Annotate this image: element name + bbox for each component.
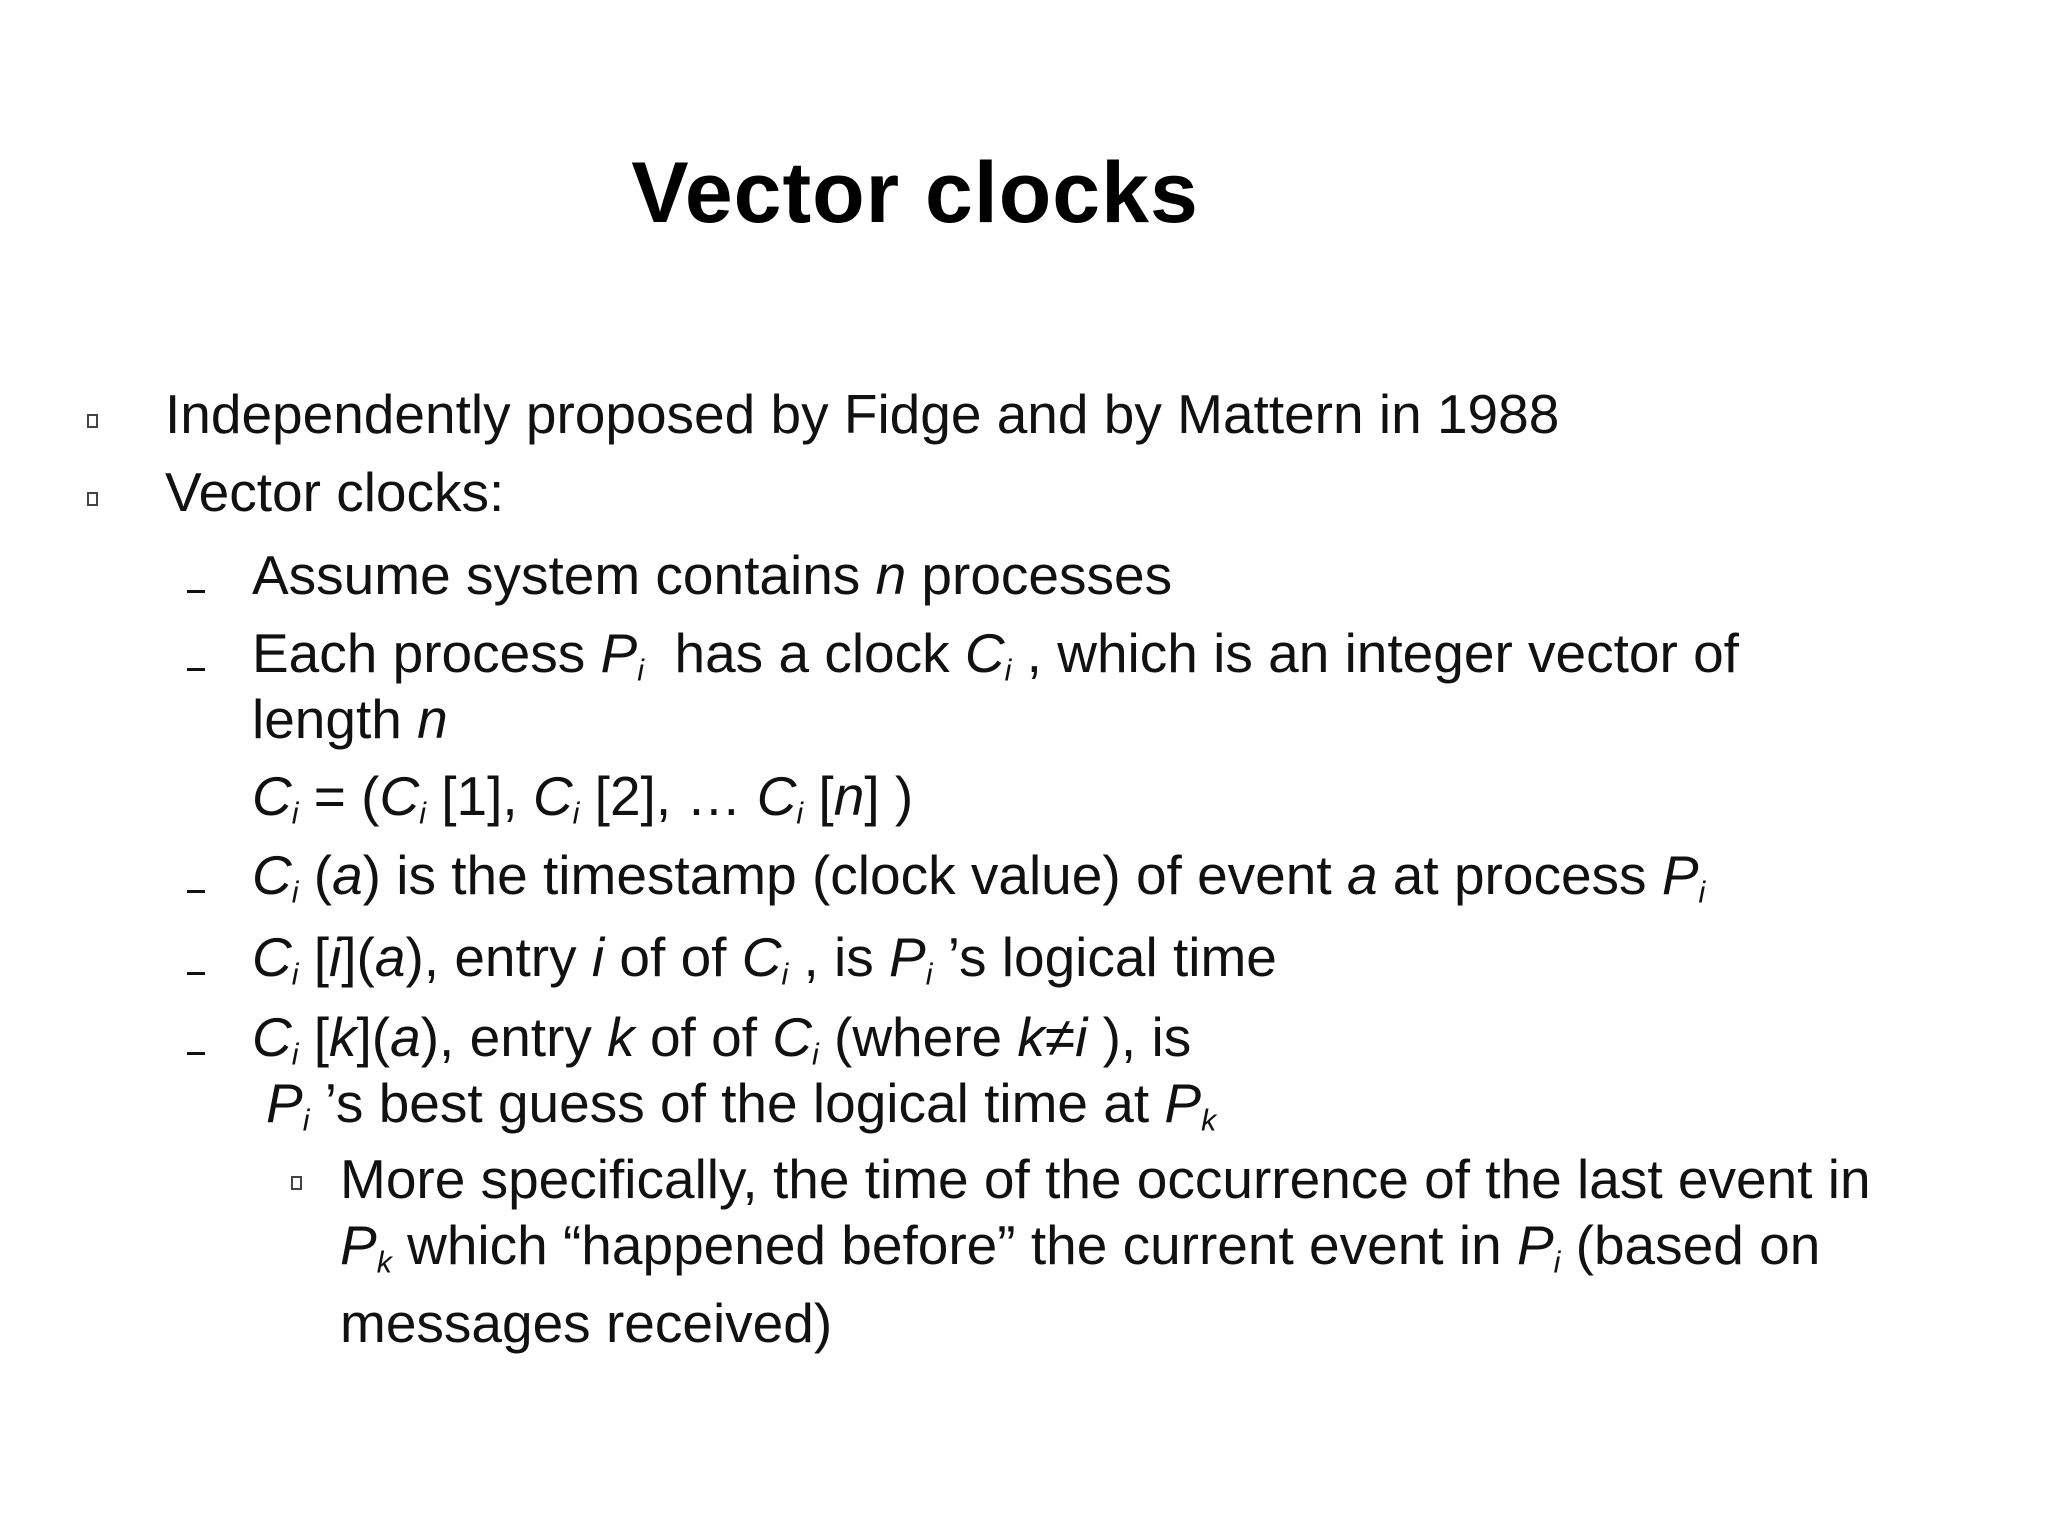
subscript: i	[291, 876, 299, 910]
bullet-square-icon	[87, 492, 98, 506]
subscript: i	[1698, 876, 1706, 910]
variable-P: P	[600, 622, 638, 684]
subscript: i	[1553, 1246, 1561, 1280]
variable-P: P	[1661, 844, 1699, 906]
sub-item-entry-k	[252, 1006, 1192, 1072]
subscript: i	[291, 1038, 299, 1072]
variable-k: k	[607, 1006, 635, 1068]
text-fragment: length	[252, 688, 418, 750]
variable-a: a	[374, 926, 406, 988]
text-fragment: [	[298, 926, 330, 988]
sub-item-assume	[252, 544, 1172, 607]
variable-C: C	[772, 1006, 812, 1068]
text-fragment: of of	[604, 926, 742, 988]
variable-C: C	[252, 844, 292, 906]
text-fragment: ), is	[1087, 1006, 1192, 1068]
text-fragment: [	[298, 1006, 330, 1068]
text-fragment: of of	[634, 1006, 773, 1068]
subscript: i	[781, 958, 789, 992]
text-fragment: Each process	[252, 622, 601, 684]
subscript: i	[796, 797, 804, 831]
variable-n: n	[417, 688, 448, 750]
variable-P: P	[1516, 1214, 1554, 1276]
text-fragment: [1],	[425, 765, 533, 827]
subscript: i	[419, 797, 426, 831]
bullet-vector-clocks: Vector clocks:	[165, 461, 505, 523]
text-fragment: ’s logical time	[932, 926, 1277, 988]
variable-C: C	[756, 765, 797, 827]
bullet-square-icon	[291, 1176, 302, 1190]
condition-k-not-i: k≠i	[1017, 1006, 1088, 1068]
variable-P: P	[889, 926, 926, 988]
text-fragment: , which is an integer vector of	[1011, 622, 1739, 684]
variable-i: i	[329, 926, 342, 988]
variable-P: P	[340, 1214, 377, 1276]
vector-definition	[252, 765, 914, 831]
bullet-fidge-mattern: Independently proposed by Fidge and by Mattern in 1988	[165, 383, 1560, 445]
variable-i: i	[591, 926, 605, 988]
variable-a: a	[390, 1006, 421, 1068]
text-fragment: [2], …	[579, 765, 757, 827]
variable-C: C	[252, 926, 292, 988]
variable-k: k	[329, 1006, 357, 1068]
text-fragment: ](	[341, 926, 375, 988]
subscript: i	[291, 958, 299, 992]
subscript: k	[376, 1246, 392, 1280]
text-fragment: has a clock	[643, 622, 965, 684]
text-fragment: (where	[818, 1006, 1018, 1068]
subscript: i	[637, 654, 644, 688]
slide-title: Vector clocks	[631, 145, 1199, 241]
text-fragment: ] )	[864, 765, 914, 827]
subscript: k	[1201, 1104, 1217, 1138]
variable-C: C	[964, 622, 1005, 684]
text-fragment: ), entry	[420, 1006, 608, 1068]
text-fragment: ](	[356, 1006, 391, 1068]
text-fragment: ) is the timestamp (clock value) of event	[362, 844, 1347, 906]
bullet-square-icon	[87, 414, 98, 428]
dash-bullet-icon	[187, 668, 205, 671]
dash-bullet-icon	[187, 890, 205, 893]
text-fragment: Assume system contains	[252, 544, 876, 606]
variable-P: P	[1164, 1072, 1202, 1134]
variable-C: C	[252, 1006, 292, 1068]
text-fragment: (	[298, 844, 333, 906]
text-fragment: ), entry	[405, 926, 592, 988]
variable-C: C	[532, 765, 573, 827]
sub-sub-item-line3: messages received)	[340, 1292, 833, 1354]
subscript: i	[1004, 654, 1012, 688]
subscript: i	[572, 797, 580, 831]
text-fragment: ’s best guess of the logical time at	[309, 1072, 1165, 1134]
subscript: i	[291, 797, 299, 831]
sub-item-entry-i	[252, 926, 1277, 992]
text-fragment: , is	[788, 926, 890, 988]
variable-n: n	[833, 765, 865, 827]
sub-item-timestamp	[252, 844, 1706, 910]
sub-sub-item-more-specifically: More specifically, the time of the occurrence of the last event in	[340, 1148, 1871, 1210]
dash-bullet-icon	[187, 590, 205, 593]
subscript: i	[302, 1104, 310, 1138]
dash-bullet-icon	[187, 972, 205, 975]
variable-C: C	[379, 765, 420, 827]
text-fragment: = (	[298, 765, 380, 827]
variable-a: a	[1346, 844, 1378, 906]
text-fragment: processes	[906, 544, 1173, 606]
variable-a: a	[332, 844, 363, 906]
variable-C: C	[741, 926, 782, 988]
sub-item-entry-k-line2	[266, 1072, 1217, 1138]
text-fragment: (based on	[1560, 1214, 1821, 1276]
text-fragment: [	[803, 765, 834, 827]
variable-n: n	[875, 544, 907, 606]
variable-P: P	[266, 1072, 303, 1134]
sub-item-each-process-line2	[252, 688, 448, 751]
variable-C: C	[252, 765, 292, 827]
subscript: i	[925, 958, 933, 992]
sub-sub-item-line2	[340, 1214, 1821, 1280]
subscript: i	[812, 1038, 819, 1072]
dash-bullet-icon	[187, 1052, 205, 1055]
text-fragment: which “happened before” the current event in	[391, 1214, 1517, 1276]
text-fragment: at process	[1377, 844, 1662, 906]
sub-item-each-process	[252, 622, 1739, 688]
